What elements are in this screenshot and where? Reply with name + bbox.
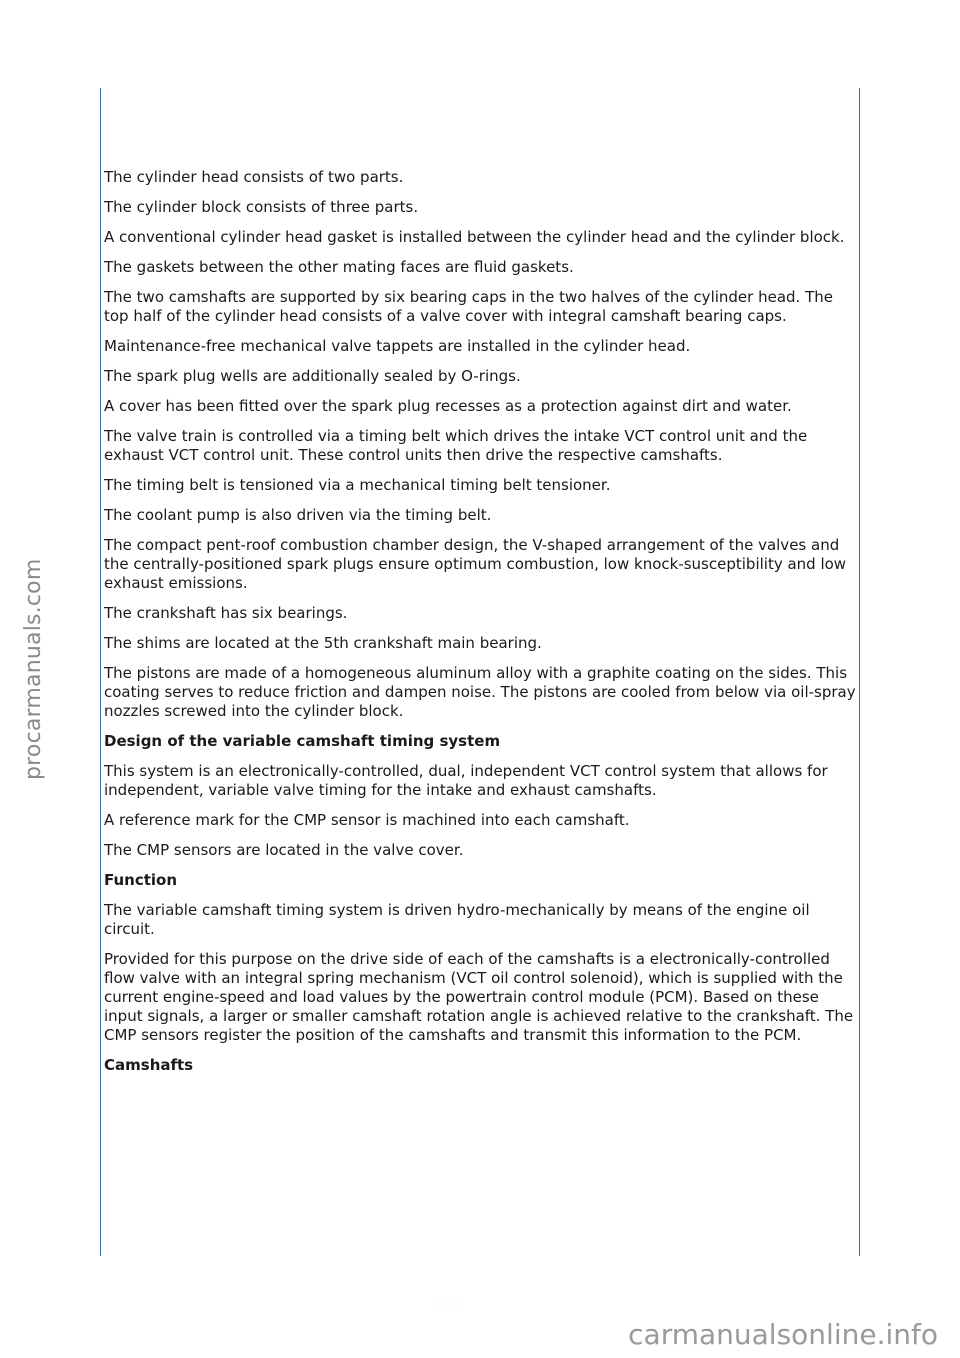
paragraph: The cylinder block consists of three parts. [104,198,419,216]
paragraph: A cover has been fitted over the spark plug recesses as a protection against dirt and water. [104,397,792,415]
paragraph: Provided for this purpose on the drive side of each of the camshafts is a electronically-controlled flow valve with an integral spring mechanism (VCT oil control solenoid), which is supplied with the current engine-speed and load values by the powertrain control module (PCM). Based on these input signals, a larger or smaller camshaft rotation angle is achieved relative to the crankshaft. The CMP sensors register the position of the camshafts and transmit this information to the PCM. [104,950,854,1044]
paragraph: The gaskets between the other mating faces are fluid gaskets. [104,258,574,276]
paragraph: The spark plug wells are additionally sealed by O-rings. [104,367,521,385]
paragraph: The timing belt is tensioned via a mechanical timing belt tensioner. [104,476,611,494]
section-heading: Design of the variable camshaft timing system [104,732,501,750]
paragraph: Maintenance-free mechanical valve tappets are installed in the cylinder head. [104,337,691,355]
paragraph: This system is an electronically-controlled, dual, independent VCT control system that allows for independent, variable valve timing for the intake and exhaust camshafts. [104,762,828,799]
page-number-faint: · · · · · [438,1300,462,1308]
side-watermark: procarmanuals.com [21,558,46,780]
paragraph: The shims are located at the 5th crankshaft main bearing. [104,634,542,652]
manual-body-text [104,168,856,1086]
paragraph: The crankshaft has six bearings. [104,604,348,622]
paragraph: The variable camshaft timing system is driven hydro-mechanically by means of the engine oil circuit. [104,901,810,938]
paragraph: The compact pent-roof combustion chamber design, the V-shaped arrangement of the valves and the centrally-positioned spark plugs ensure optimum combustion, low knock-susceptibility and low exhaust emissions. [104,536,847,592]
paragraph: The cylinder head consists of two parts. [104,168,404,186]
paragraph: The valve train is controlled via a timing belt which drives the intake VCT control unit and the exhaust VCT control unit. These control units then drive the respective camshafts. [104,427,808,464]
bottom-watermark: carmanualsonline.info [628,1318,938,1351]
section-heading: Function [104,871,178,889]
paragraph: The two camshafts are supported by six bearing caps in the two halves of the cylinder head. The top half of the cylinder head consists of a valve cover with integral camshaft bearing caps. [104,288,833,325]
paragraph: A reference mark for the CMP sensor is machined into each camshaft. [104,811,630,829]
paragraph: A conventional cylinder head gasket is installed between the cylinder head and the cylinder block. [104,228,845,246]
paragraph: The coolant pump is also driven via the timing belt. [104,506,492,524]
paragraph: The CMP sensors are located in the valve cover. [104,841,464,859]
right-margin-rule [859,88,860,1256]
section-heading: Camshafts [104,1056,194,1074]
paragraph: The pistons are made of a homogeneous aluminum alloy with a graphite coating on the sides. This coating serves to reduce friction and dampen noise. The pistons are cooled from below via oil-spray nozzles screwed into the cylinder block. [104,664,856,720]
left-margin-rule [100,88,101,1256]
